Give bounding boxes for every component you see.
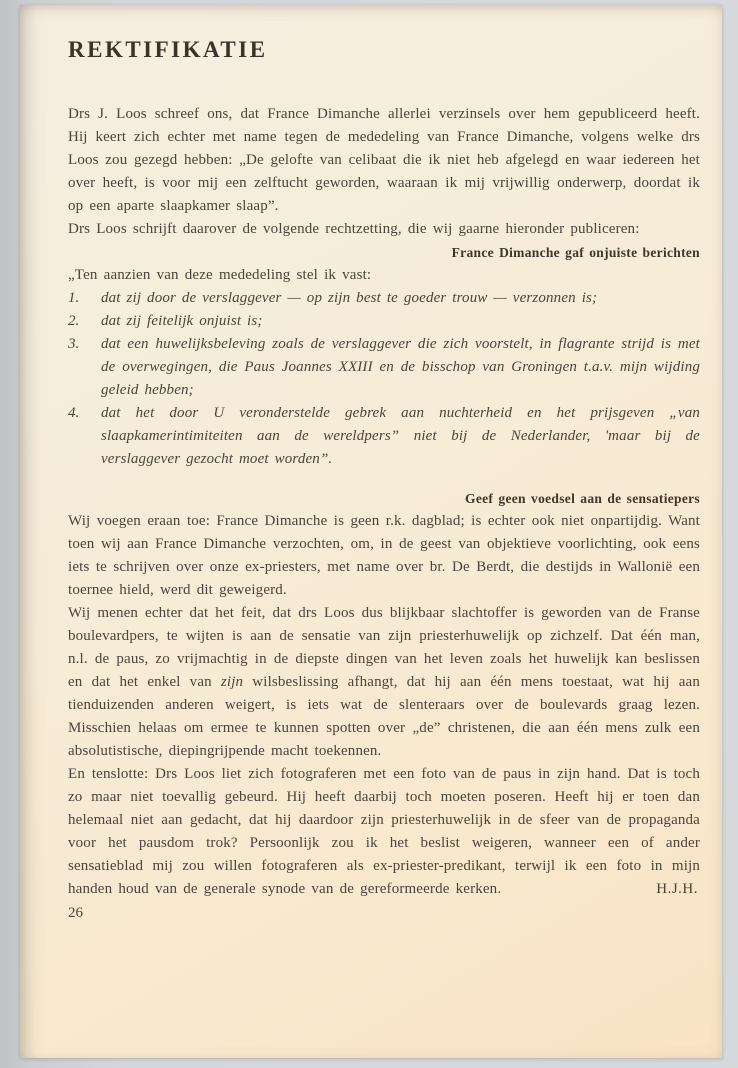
item-text: dat een huwelijksbeleving zoals de verslaggever die zich voorstelt, in flagrante strijd is met de overwegingen, die Paus Joannes XXIII en de bisschop van Groningen t.a.v. mijn wijding geleid hebben; xyxy=(101,336,700,398)
section2-heading: Geef geen voedsel aan de sensatiepers xyxy=(465,491,700,506)
list-item xyxy=(68,287,700,310)
item-number: 1. xyxy=(68,290,80,306)
closing-paragraph xyxy=(68,763,700,901)
item-number: 2. xyxy=(68,313,80,329)
author-initials: H.J.H. xyxy=(656,881,698,897)
commentary-paragraph-1: Wij voegen eraan toe: France Dimanche is geen r.k. dagblad; is echter ook niet onpartijdig. Want toen wij aan France Dimanche verzochten, om, in de geest van objektieve voorlichting, ook eens iets te schrijven over onze ex-priesters, met name over br. De Berdt, die destijds in Wallonië een toernee hield, werd dit geweigerd. xyxy=(68,513,700,598)
commentary-paragraph-2: Wij menen echter dat het feit, dat drs Loos dus blijkbaar slachtoffer is geworden van de Franse boulevardpers, te wijten is aan de sensatie van zijn priesterhuwelijk op zichzelf. Dat één man, n.l. de paus, zo vrijmachtig in de diepste dingen van het leven zoals het huwelijk kan beslissen en dat het enkel van zijn wilsbeslissing afhangt, dat hij aan één mens toestaat, wat hij aan tienduizenden anderen weigert, is iets wat de slenteraars over de boulevards graag lezen. Misschien helaas om ermee te kunnen spotten over „de” christenen, die aan één mens zulk een absolutistische, diepingrijpende macht toekennen. xyxy=(68,605,700,759)
rectification-list xyxy=(68,287,700,471)
page-number: 26 xyxy=(68,905,83,921)
closing-text: En tenslotte: Drs Loos liet zich fotograferen met een foto van de paus in zijn hand. Dat is toch zo maar niet toevallig gebeurd. Hij heeft daarbij toch moeten poseren. Heeft hij er toen dan helemaal niet aan gedacht, dat hij daardoor zijn priesterhuwelijk in de sfeer van de propaganda voor het pausdom trok? Persoonlijk zou ik het beslist weigeren, wanneer een of ander sensatieblad mij zou willen fotograferen als ex-priester-predikant, terwijl ik een foto in mijn handen houd van de generale synode van de gereformeerde kerken. xyxy=(68,766,700,897)
list-item xyxy=(68,333,700,402)
list-lead: „Ten aanzien van deze mededeling stel ik vast: xyxy=(68,267,372,283)
page-title: REKTIFIKATIE xyxy=(68,37,268,62)
body-copy xyxy=(68,103,700,925)
item-text: dat het door U veronderstelde gebrek aan nuchterheid en het prijsgeven „van slaapkamerintimiteiten aan de wereldpers” niet bij de Nederlander, 'maar bij de verslaggever gezocht moet worden”. xyxy=(101,405,700,467)
page-scan xyxy=(20,5,722,1058)
list-item xyxy=(68,402,700,471)
page-content xyxy=(68,31,700,925)
item-number: 3. xyxy=(68,336,80,352)
intro-paragraph-2: Drs Loos schrijft daarover de volgende rechtzetting, die wij gaarne hieronder publiceren: xyxy=(68,221,640,237)
list-item xyxy=(68,310,700,333)
item-text: dat zij feitelijk onjuist is; xyxy=(101,313,263,329)
item-text: dat zij door de verslaggever — op zijn best te goeder trouw — verzonnen is; xyxy=(101,290,598,306)
item-number: 4. xyxy=(68,405,80,421)
intro-paragraph-1: Drs J. Loos schreef ons, dat France Dimanche allerlei verzinsels over hem gepubliceerd heeft. Hij keert zich echter met name tegen de mededeling van France Dimanche, volgens welke drs Loos zou gezegd hebben: „De gelofte van celibaat die ik niet heb afgelegd en waar iedereen het over heeft, is voor mij een zelftucht geworden, waaraan ik mij vrijwillig onderwerp, doordat ik op een aparte slaapkamer slaap”. xyxy=(68,106,700,214)
section1-heading: France Dimanche gaf onjuiste berichten xyxy=(451,245,700,260)
